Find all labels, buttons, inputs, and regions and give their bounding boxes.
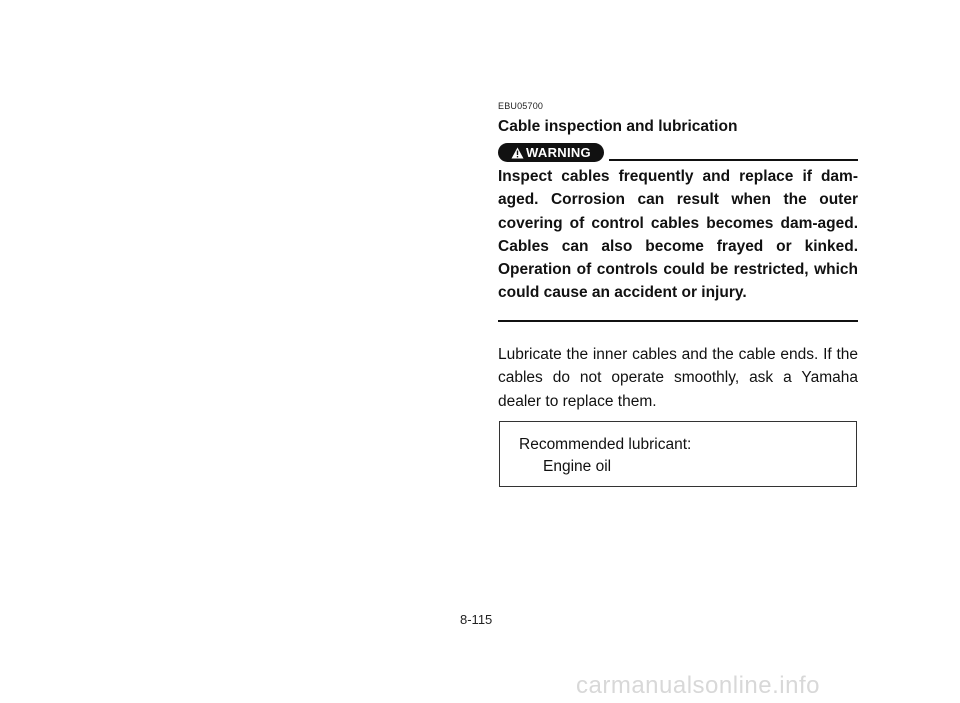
lubricant-box [499,421,857,487]
watermark: carmanualsonline.info [576,672,820,699]
section-heading: Cable inspection and lubrication [498,118,738,135]
warning-divider [609,159,858,161]
warning-label: WARNING [526,145,591,160]
section-code: EBU05700 [498,101,544,111]
warning-header [498,143,858,163]
warning-text: Inspect cables frequently and replace if dam-aged. Corrosion can result when the outer covering of control cables becomes dam-aged. Cables can also become frayed or kinked. Operation of controls could be restricted, which could cause an accident or injury. [498,168,858,302]
warning-triangle-icon [511,147,524,159]
lubricant-value: Engine oil [543,458,612,475]
lubricant-label: Recommended lubricant: [519,436,692,453]
page-number: 8-115 [460,612,493,627]
warning-badge [498,143,604,162]
warning-end-rule [498,320,858,322]
body-paragraph: Lubricate the inner cables and the cable ends. If the cables do not operate smoothly, ask a Yamaha dealer to replace them. [498,346,858,410]
